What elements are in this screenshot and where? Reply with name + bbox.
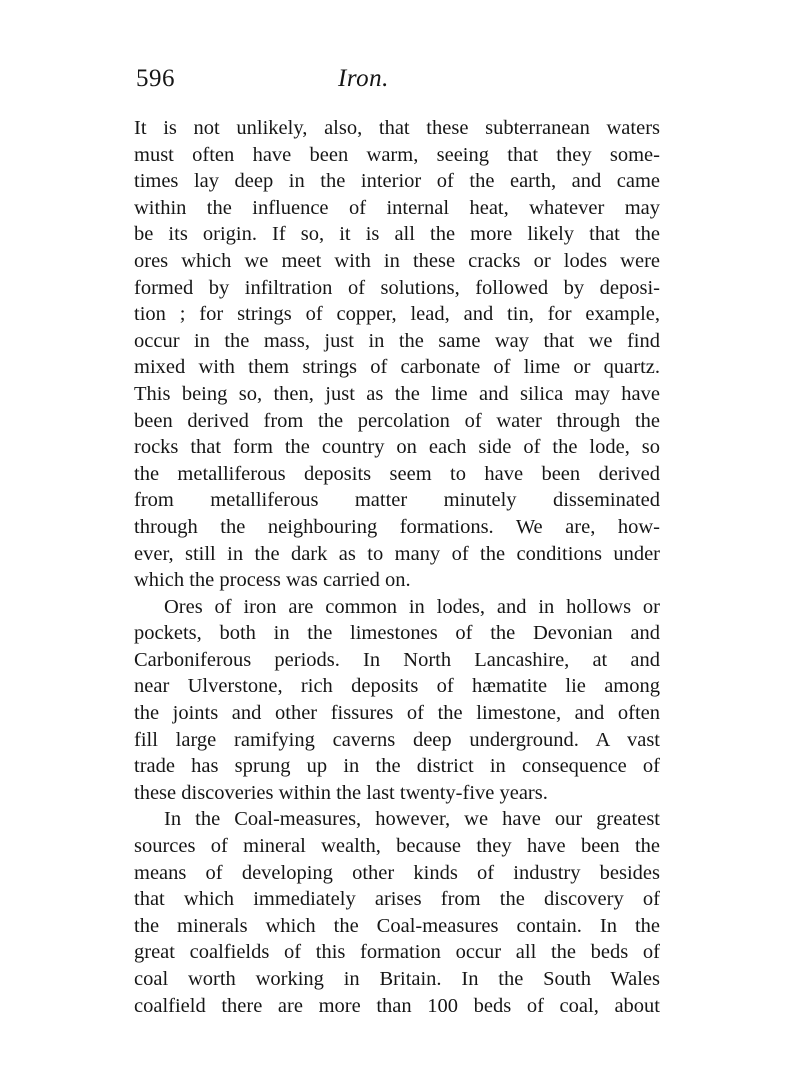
- text-line: fill large ramifying caverns deep underground. A vast: [134, 728, 660, 751]
- text-line: It is not unlikely, also, that these subterranean waters: [134, 117, 660, 139]
- text-line: must often have been warm, seeing that they some-: [134, 143, 660, 166]
- text-line: Ores of iron are common in lodes, and in hollows or: [164, 595, 660, 618]
- text-line: times lay deep in the interior of the earth, and came: [134, 170, 660, 193]
- text-line: Carboniferous periods. In North Lancashire, at and: [134, 648, 660, 671]
- text-line: mixed with them strings of carbonate of lime or quartz.: [134, 356, 660, 379]
- text-line: within the influence of internal heat, whatever may: [134, 196, 660, 219]
- paragraph-1: [134, 115, 660, 594]
- text-line: be its origin. If so, it is all the more likely that the: [134, 223, 660, 246]
- text-line: great coalfields of this formation occur all the beds of: [134, 941, 660, 964]
- text-line: near Ulverstone, rich deposits of hæmatite lie among: [134, 675, 660, 698]
- text-line: occur in the mass, just in the same way that we find: [134, 329, 660, 352]
- text-line: coalfield there are more than 100 beds of coal, about: [134, 994, 660, 1017]
- text-line: This being so, then, just as the lime and silica may have: [134, 382, 660, 405]
- text-line: through the neighbouring formations. We are, how-: [134, 515, 660, 538]
- text-line: the metalliferous deposits seem to have been derived: [134, 462, 660, 485]
- text-line: the joints and other fissures of the limestone, and often: [134, 702, 660, 725]
- paragraph-3: [134, 806, 660, 1019]
- text-line: In the Coal-measures, however, we have our greatest: [164, 808, 660, 831]
- body-text: [134, 115, 660, 1019]
- text-line: these discoveries within the last twenty-five years.: [134, 781, 548, 804]
- page-number: 596: [136, 65, 175, 92]
- text-line: ores which we meet with in these cracks or lodes were: [134, 249, 660, 272]
- text-line: the minerals which the Coal-measures contain. In the: [134, 914, 660, 937]
- text-line: pockets, both in the limestones of the Devonian and: [134, 622, 660, 645]
- text-line: trade has sprung up in the district in consequence of: [134, 755, 660, 778]
- text-line: that which immediately arises from the discovery of: [134, 888, 660, 911]
- text-line: ever, still in the dark as to many of the conditions under: [134, 542, 660, 565]
- text-line: been derived from the percolation of water through the: [134, 409, 660, 432]
- text-line: which the process was carried on.: [134, 569, 411, 592]
- paragraph-2: [134, 594, 660, 807]
- text-line: tion ; for strings of copper, lead, and tin, for example,: [134, 303, 660, 326]
- text-line: from metalliferous matter minutely disseminated: [134, 489, 660, 512]
- text-line: rocks that form the country on each side of the lode, so: [134, 436, 660, 459]
- text-line: sources of mineral wealth, because they have been the: [134, 835, 660, 858]
- page-header: [136, 64, 660, 96]
- text-line: formed by infiltration of solutions, followed by deposi-: [134, 276, 660, 299]
- text-line: means of developing other kinds of industry besides: [134, 861, 660, 884]
- running-title: Iron.: [338, 65, 389, 92]
- text-line: coal worth working in Britain. In the South Wales: [134, 968, 660, 990]
